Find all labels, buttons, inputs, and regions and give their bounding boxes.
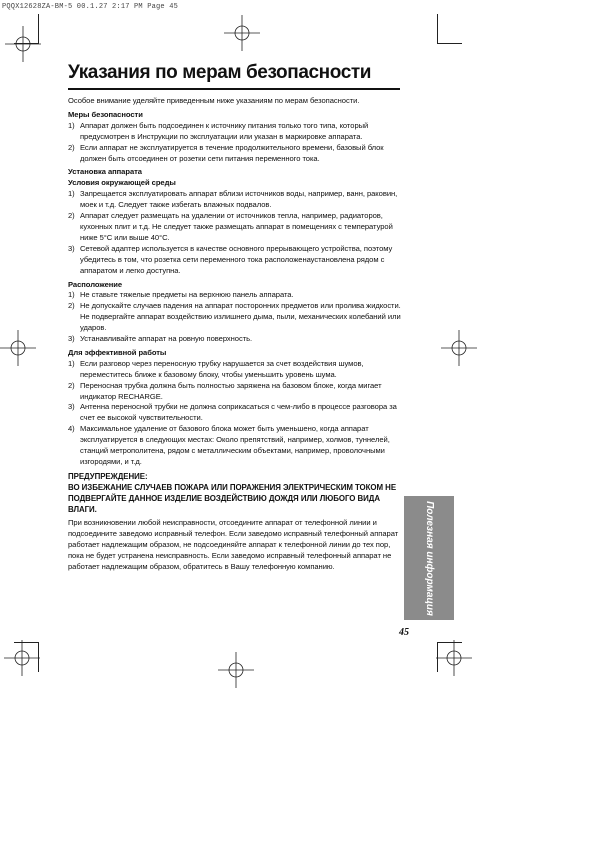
item-text: Запрещается эксплуатировать аппарат вблизи источников воды, например, ванн, раковин, моек и т.д. Следует также избегать влажных подвалов. [80,189,398,210]
list-item [68,244,401,277]
item-number: 4) [68,424,75,434]
print-header-line: PQQX12628ZA-BM-5 00.1.27 2:17 PM Page 45 [2,3,179,11]
crop-mark [437,642,438,672]
item-text: Максимальное удаление от базового блока может быть уменьшено, когда аппарат эксплуатируется в следующих местах: Около препятствий, например, холмов, туннелей, станций метрополитена, рядом с металлическим объектами, например, проволочными изгородями, и т.д. [80,424,390,466]
item-text: Аппарат должен быть подсоединен к источнику питания только того типа, который предусмотрен в Инструкции по эксплуатации или указан в маркировке аппарата. [80,120,369,141]
item-number: 1) [68,290,75,300]
side-tab-label: Полезная информация [423,500,435,616]
section-subheading: Условия окружающей среды [68,178,176,188]
item-number: 2) [68,142,75,152]
item-number: 3) [68,402,75,412]
item-number: 1) [68,358,75,368]
list-item [68,381,401,403]
list-item [68,211,401,244]
item-number: 2) [68,380,75,390]
crop-mark [437,43,462,44]
registration-mark-top-left [5,26,41,62]
item-text: Устанавливайте аппарат на ровную поверхность. [80,334,253,344]
registration-mark-left-middle [0,330,36,366]
list-item [68,290,401,301]
list-item [68,402,401,424]
page-title: Указания по мерам безопасности [68,62,372,83]
page-number: 45 [399,627,409,638]
registration-mark-bottom-center [218,652,254,688]
registration-mark-top-center [224,15,260,51]
item-number: 3) [68,243,75,253]
crop-mark [38,642,39,672]
crop-mark [437,14,438,44]
document-body [68,96,401,572]
item-text: Не ставьте тяжелые предметы на верхнюю панель аппарата. [80,290,294,300]
closing-paragraph: При возникновении любой неисправности, отсоедините аппарат от телефонной линии и подсоедините заведомо исправный телефон. Если заведомо исправный телефонный аппарат работает надлежащим образом, не подсоединяйте аппарат к телефонной линии до тех пор, пока не будет устранена неисправность. Если заведомо исправный телефонный аппарат не работает надлежащим образом, обратитесь в Вашу телефонную компанию. [68,517,399,571]
registration-mark-right-middle [441,330,477,366]
crop-mark [14,43,39,44]
section-heading: Установка аппарата [68,167,142,177]
item-text: Аппарат следует размещать на удалении от источников тепла, например, радиаторов, кухонных плит и т.д. Не следует также размещать аппарат в помещениях с температурой ниже 5°C или выше 40°C. [80,211,393,242]
list-item [68,189,401,211]
registration-mark-bottom-right [436,640,472,676]
registration-mark-bottom-left [4,640,40,676]
list-item [68,121,401,143]
warning-heading: ПРЕДУПРЕЖДЕНИЕ: [68,471,148,481]
list-item [68,301,401,334]
item-text: Если аппарат не эксплуатируется в течение продолжительного времени, базовый блок должен быть отсоединен от розетки сети питания переменного тока. [80,142,384,163]
item-number: 2) [68,211,75,221]
section-heading: Расположение [68,279,123,289]
list-item [68,334,401,345]
item-text: Антенна переносной трубки не должна соприкасаться с чем-либо в процессе разговора за счет ее высокой чувствительности. [80,402,397,423]
item-text: Если разговор через переносную трубку нарушается за счет воздействия шумов, переместитесь ближе к базовому блоку, чтобы уменьшить уровень шума. [80,358,364,379]
crop-mark [437,642,462,643]
section-heading: Меры безопасности [68,109,143,119]
side-section-tab [404,496,454,620]
list-item [68,143,401,165]
item-number: 1) [68,120,75,130]
item-number: 3) [68,334,75,344]
section-heading: Для эффективной работы [68,347,167,357]
item-text: Сетевой адаптер используется в качестве основного прерывающего устройства, поэтому убедитесь в том, что розетка сети переменного тока расположенаустановлена рядом с аппаратом и легко доступна. [80,243,393,275]
item-text: Не допускайте случаев падения на аппарат посторонних предметов или пролива жидкости. Не подвергайте аппарат воздействию излишнего дыма, пыли, механических колебаний или ударов. [80,301,401,333]
crop-mark [38,14,39,44]
intro-text: Особое внимание уделяйте приведенным ниже указаниям по мерам безопасности. [68,96,360,105]
title-rule [68,88,400,90]
item-number: 2) [68,301,75,311]
list-item [68,424,401,468]
crop-mark [14,642,39,643]
list-item [68,359,401,381]
item-text: Переносная трубка должна быть полностью заряжена на базовом блоке, когда мигает индикатор RECHARGE. [80,380,382,401]
item-number: 1) [68,189,75,199]
warning-text: ВО ИЗБЕЖАНИЕ СЛУЧАЕВ ПОЖАРА ИЛИ ПОРАЖЕНИЯ ЭЛЕКТРИЧЕСКИМ ТОКОМ НЕ ПОДВЕРГАЙТЕ ДАННОЕ ИЗДЕЛИЕ ВОЗДЕЙСТВИЮ ДОЖДЯ ИЛИ ЛЮБОГО ВИДА ВЛАГИ. [68,482,397,514]
